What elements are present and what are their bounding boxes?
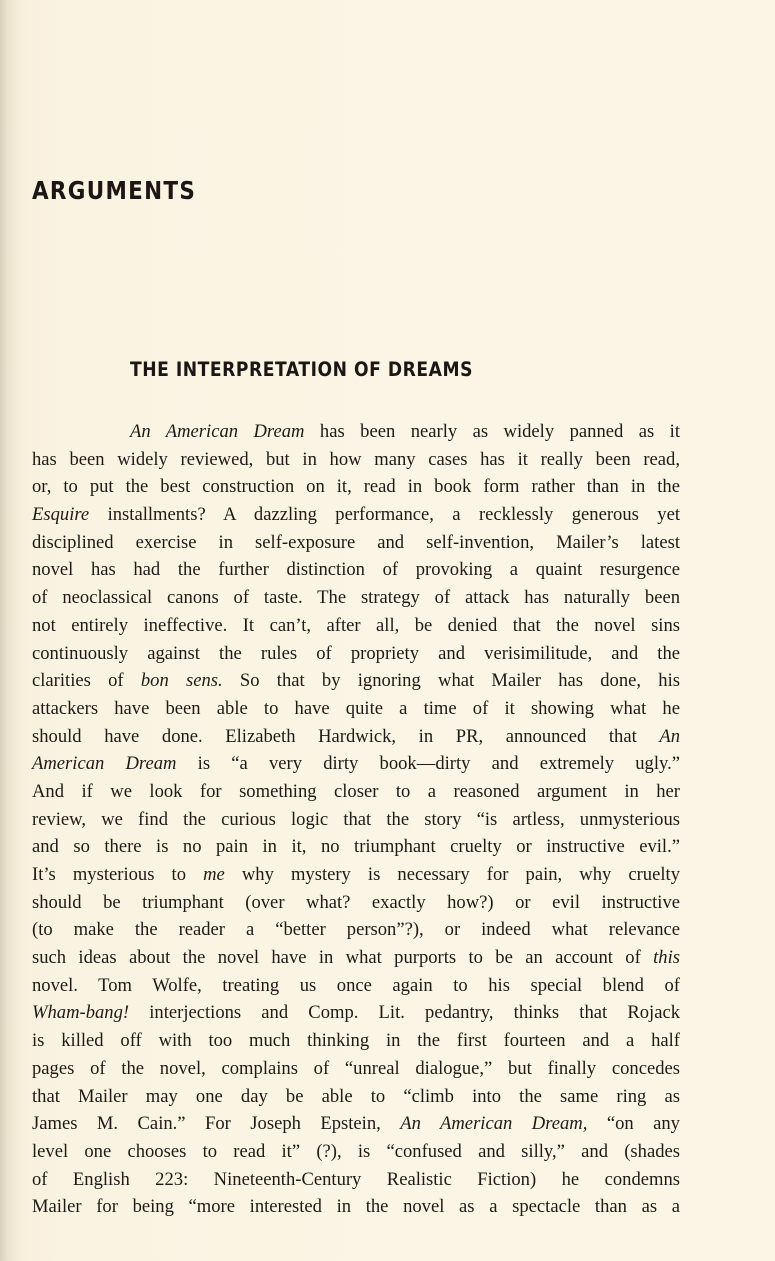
text-segment: novel. Tom Wolfe, treating us once again to his special blend of xyxy=(32,974,680,996)
text-segment: of neoclassical canons of taste. The strategy of attack has naturally been xyxy=(32,587,680,609)
text-line xyxy=(32,750,680,778)
text-segment: It’s mysterious to xyxy=(32,864,204,885)
italic-text: American Dream xyxy=(32,753,177,775)
text-line xyxy=(32,1138,680,1166)
text-line xyxy=(32,640,680,668)
italic-text: An American Dream xyxy=(130,421,305,442)
text-segment: interjections and Comp. Lit. pedantry, thinks that Rojack xyxy=(129,1002,680,1024)
italic-text: Wham-bang! xyxy=(32,1002,130,1024)
text-line xyxy=(32,1055,680,1083)
text-line xyxy=(32,999,680,1027)
text-segment: or, to put the best construction on it, read in book form rather than in the xyxy=(32,476,680,498)
article-title: THE INTERPRETATION OF DREAMS xyxy=(130,358,473,381)
text-segment: And if we look for something closer to a reasoned argument in her xyxy=(32,780,680,802)
italic-text: me xyxy=(203,864,225,885)
text-segment: has been widely reviewed, but in how many cases has it really been read, xyxy=(32,448,680,470)
text-segment: clarities of xyxy=(32,670,141,692)
text-line xyxy=(32,778,680,806)
text-line xyxy=(32,861,680,889)
text-segment: installments? A dazzling performance, a recklessly generous yet xyxy=(89,504,680,526)
text-line xyxy=(32,889,680,917)
italic-text: An American Dream, xyxy=(400,1113,588,1135)
text-segment: review, we find the curious logic that the story “is artless, unmysterious xyxy=(32,808,680,830)
text-segment: “on any xyxy=(587,1113,680,1135)
text-segment: Mailer for being “more interested in the novel as a spectacle than as a xyxy=(32,1196,680,1218)
text-segment: pages of the novel, complains of “unreal dialogue,” but finally concedes xyxy=(32,1057,680,1079)
text-line xyxy=(32,1083,680,1111)
text-line xyxy=(32,1027,680,1055)
text-line xyxy=(32,806,680,834)
text-segment: has been nearly as widely panned as it xyxy=(304,421,681,442)
text-segment: such ideas about the novel have in what purports to be an account of xyxy=(32,947,654,969)
text-line xyxy=(32,833,680,861)
text-line xyxy=(32,501,680,529)
text-segment: why mystery is necessary for pain, why cruelty xyxy=(224,864,680,885)
text-segment: not entirely ineffective. It can’t, after all, be denied that the novel sins xyxy=(32,614,680,636)
text-line xyxy=(32,1193,680,1221)
text-line xyxy=(32,1166,680,1194)
text-line xyxy=(32,972,680,1000)
text-segment: that Mailer may one day be able to “climb into the same ring as xyxy=(32,1085,680,1107)
text-line xyxy=(32,723,680,751)
text-segment: So that by ignoring what Mailer has done, his xyxy=(222,670,680,692)
text-line xyxy=(32,916,680,944)
text-segment: of English 223: Nineteenth-Century Realistic Fiction) he condemns xyxy=(32,1168,680,1190)
text-segment: level one chooses to read it” (?), is “confused and silly,” and (shades xyxy=(32,1140,680,1162)
text-segment: and so there is no pain in it, no triumphant cruelty or instructive evil.” xyxy=(32,836,680,858)
text-segment: novel has had the further distinction of provoking a quaint resurgence xyxy=(32,559,680,581)
text-line xyxy=(32,473,680,501)
text-line xyxy=(32,612,680,640)
text-segment: continuously against the rules of propriety and verisimilitude, and the xyxy=(32,642,680,664)
text-segment: disciplined exercise in self-exposure and self-invention, Mailer’s latest xyxy=(32,531,680,553)
text-line xyxy=(32,695,680,723)
text-line xyxy=(32,584,680,612)
section-heading: ARGUMENTS xyxy=(32,176,197,205)
text-segment: should have done. Elizabeth Hardwick, in PR, announced that xyxy=(32,725,660,747)
italic-text: An xyxy=(659,725,680,747)
text-line xyxy=(32,1110,680,1138)
italic-text: bon sens. xyxy=(140,670,223,692)
text-line xyxy=(32,667,680,695)
text-line xyxy=(32,418,680,446)
text-line xyxy=(32,529,680,557)
text-line xyxy=(32,446,680,474)
text-line xyxy=(32,944,680,972)
body-text xyxy=(32,418,680,1221)
text-segment: should be triumphant (over what? exactly how?) or evil instructive xyxy=(32,891,680,913)
italic-text: this xyxy=(653,947,680,969)
text-segment: (to make the reader a “better person”?), or indeed what relevance xyxy=(32,919,680,941)
text-line xyxy=(32,556,680,584)
text-segment: is killed off with too much thinking in the first fourteen and a half xyxy=(32,1030,680,1052)
italic-text: Esquire xyxy=(32,504,90,526)
text-segment: attackers have been able to have quite a time of it showing what he xyxy=(32,697,680,719)
text-segment: is “a very dirty book—dirty and extremely ugly.” xyxy=(176,753,680,775)
text-segment: James M. Cain.” For Joseph Epstein, xyxy=(32,1113,401,1135)
